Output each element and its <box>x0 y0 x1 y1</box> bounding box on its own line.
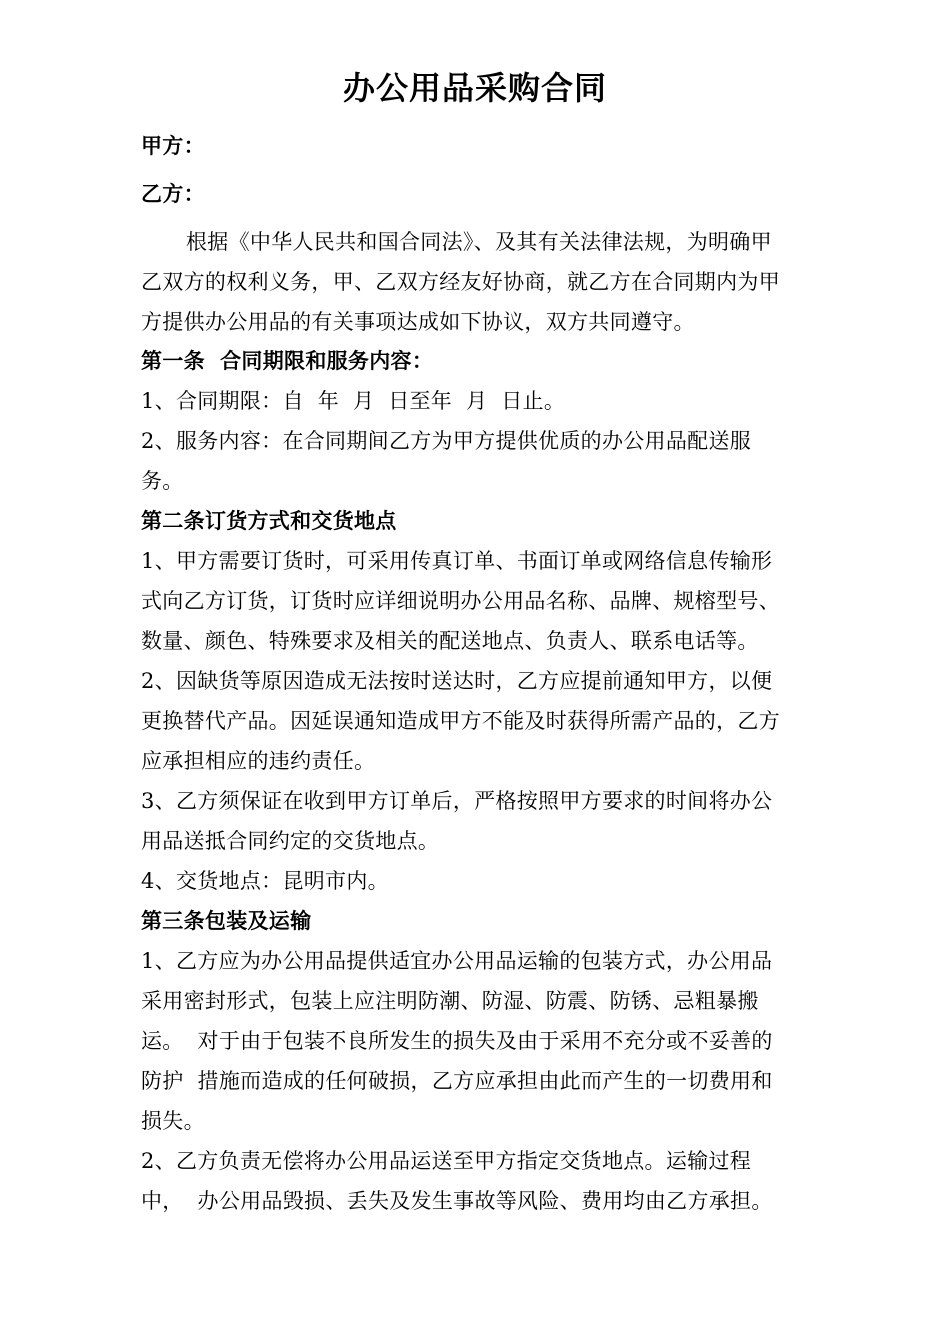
article-3-line: 1、乙方应为办公用品提供适宜办公用品运输的包装方式，办公用品 <box>141 949 773 973</box>
intro-line: 根据《中华人民共和国合同法》、及其有关法律法规，为明确甲 <box>186 230 772 254</box>
intro-line: 乙双方的权利义务，甲、乙双方经友好协商，就乙方在合同期内为甲 <box>141 270 780 294</box>
article-3-line: 防护 措施而造成的任何破损，乙方应承担由此而产生的一切费用和 <box>141 1069 773 1093</box>
article-2-line: 式向乙方订货，订货时应详细说明办公用品名称、品牌、规榕型号、 <box>141 589 780 613</box>
document-title: 办公用品采购合同 <box>342 69 607 107</box>
article-1-heading: 第一条 合同期限和服务内容： <box>141 348 434 373</box>
article-3-line: 损失。 <box>141 1109 205 1133</box>
article-2-line: 更换替代产品。因延误通知造成甲方不能及时获得所需产品的，乙方 <box>141 709 780 733</box>
article-2-line: 1、甲方需要订货时，可采用传真订单、书面订单或网络信息传输形 <box>141 549 773 573</box>
party-b-label: 乙方： <box>141 181 205 206</box>
article-2-line: 2、因缺货等原因造成无法按时送达时，乙方应提前通知甲方，以便 <box>141 669 773 693</box>
article-1-line: 1、合同期限：自 年 月 日至年 月 日止。 <box>141 389 566 413</box>
article-3-line: 采用密封形式，包装上应注明防潮、防湿、防震、防锈、忌粗暴搬 <box>141 989 759 1013</box>
article-2-line: 4、交货地点：昆明市内。 <box>141 869 389 893</box>
article-3-line: 2、乙方负责无偿将办公用品运送至甲方指定交货地点。运输过程 <box>141 1149 752 1173</box>
article-1-line: 2、服务内容：在合同期间乙方为甲方提供优质的办公用品配送服 <box>141 429 752 453</box>
article-3-line: 运。 对于由于包装不良所发生的损失及由于采用不充分或不妥善的 <box>141 1029 773 1053</box>
party-a-label: 甲方： <box>141 133 205 158</box>
article-3-heading: 第三条包装及运输 <box>141 908 312 933</box>
article-2-line: 3、乙方须保证在收到甲方订单后，严格按照甲方要求的时间将办公 <box>141 789 773 813</box>
article-2-line: 数量、颜色、特殊要求及相关的配送地点、负责人、联系电话等。 <box>141 629 759 653</box>
article-3-line: 中， 办公用品毁损、丢失及发生事故等风险、费用均由乙方承担。 <box>141 1189 773 1213</box>
article-1-line: 务。 <box>141 469 184 493</box>
intro-line: 方提供办公用品的有关事项达成如下协议，双方共同遵守。 <box>141 310 695 334</box>
article-2-line: 应承担相应的违约责任。 <box>141 749 376 773</box>
article-2-heading: 第二条订货方式和交货地点 <box>141 508 397 533</box>
article-2-line: 用品送抵合同约定的交货地点。 <box>141 829 440 853</box>
